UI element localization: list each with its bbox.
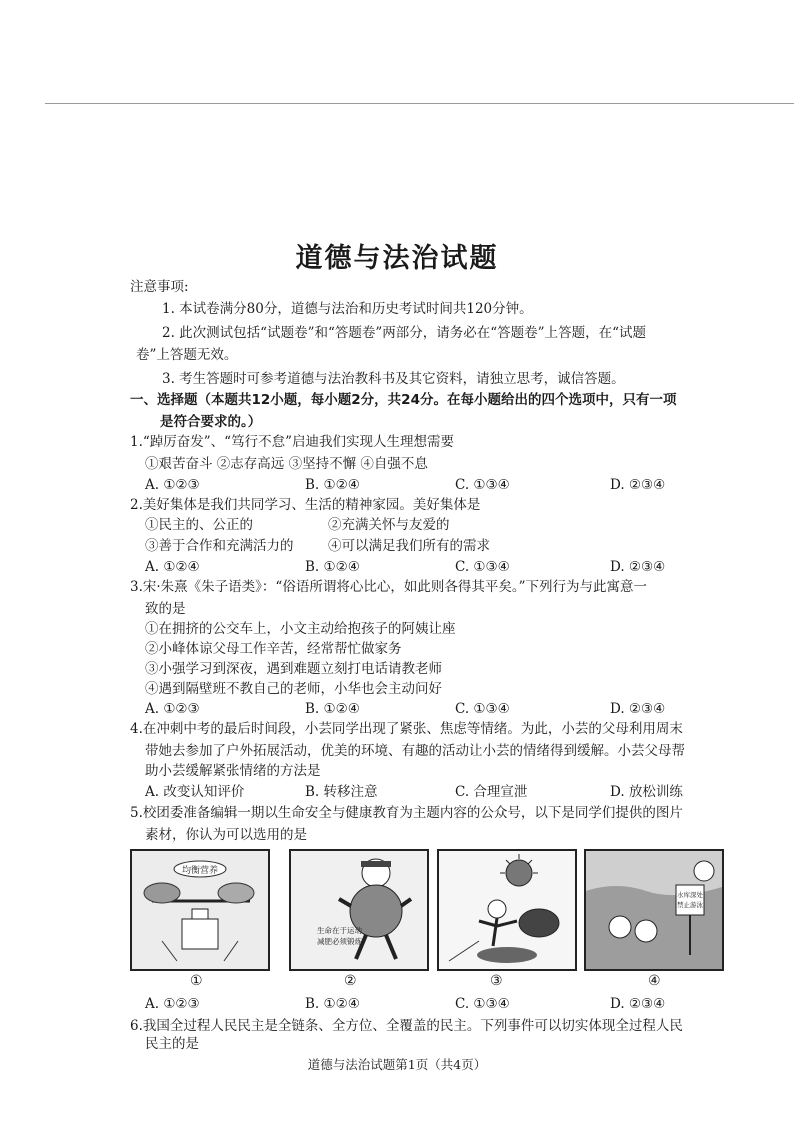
q2-option-a: A. ①②④	[145, 559, 200, 575]
q2-option-b: B. ①②④	[305, 559, 360, 575]
q5-picture-4	[584, 849, 724, 971]
q5-picture-1	[130, 849, 270, 971]
running-man-illustration	[291, 851, 427, 969]
pic4-caption-1: 水库深处	[677, 891, 703, 899]
pic4-caption-2: 禁止游泳	[677, 901, 703, 909]
q5-option-a: A. ①②③	[145, 996, 200, 1012]
q2-option-d: D. ②③④	[610, 559, 666, 575]
q6-stem: 6.我国全过程人民民主是全链条、全方位、全覆盖的民主。下列事件可以切实体现全过程人民	[130, 1018, 683, 1034]
sun-figure-illustration	[439, 851, 575, 969]
q3-option-b: B. ①②④	[305, 701, 360, 717]
pic1-caption: 均衡营养	[181, 866, 219, 876]
scan-edge-line	[45, 103, 794, 104]
notice-item-2-cont: 卷”上答题无效。	[136, 347, 238, 363]
q3-stem-cont: 致的是	[145, 601, 186, 617]
q1-option-a: A. ①②③	[145, 477, 200, 493]
page-footer: 道德与法治试题第1页（共4页）	[307, 1057, 487, 1072]
q2-item-4: ④可以满足我们所有的需求	[328, 538, 490, 554]
notice-item-1: 1. 本试卷满分80分，道德与法治和历史考试时间共120分钟。	[162, 301, 533, 317]
q3-option-c: C. ①③④	[455, 701, 510, 717]
pic2-caption-1: 生命在于运动	[317, 926, 362, 935]
q2-item-3: ③善于合作和充满活力的	[145, 538, 294, 554]
q4-option-a: A. 改变认知评价	[145, 784, 245, 800]
q3-item-3: ③小强学习到深夜，遇到难题立刻打电话请教老师	[145, 661, 442, 677]
section-heading: 一、选择题（本题共12小题，每小题2分，共24分。在每小题给出的四个选项中，只有一项	[130, 392, 677, 408]
q5-pic-label-4: ④	[648, 973, 661, 989]
q5-option-c: C. ①③④	[455, 996, 510, 1012]
q1-option-c: C. ①③④	[455, 477, 510, 493]
q4-option-c: C. 合理宣泄	[455, 784, 528, 800]
q1-items: ①艰苦奋斗 ②志存高远 ③坚持不懈 ④自强不息	[145, 456, 428, 472]
q5-picture-3	[437, 849, 577, 971]
q3-stem: 3.宋·朱熹《朱子语类》：“俗语所谓将心比心，如此则各得其平矣。”下列行为与此寓意一	[130, 579, 647, 595]
q3-item-4: ④遇到隔壁班不教自己的老师，小华也会主动问好	[145, 681, 442, 697]
q2-item-2: ②充满关怀与友爱的	[328, 517, 450, 533]
q2-stem: 2.美好集体是我们共同学习、生活的精神家园。美好集体是	[130, 497, 481, 513]
notice-item-3: 3. 考生答题时可参考道德与法治教科书及其它资料，请独立思考，诚信答题。	[162, 371, 625, 387]
q5-pic-label-3: ③	[490, 973, 503, 989]
q3-item-1: ①在拥挤的公交车上，小文主动给抱孩子的阿姨让座	[145, 621, 456, 637]
q5-pic-label-1: ①	[190, 973, 203, 989]
swimming-warning-illustration	[586, 851, 722, 969]
page-title: 道德与法治试题	[295, 243, 499, 274]
q3-option-a: A. ①②③	[145, 701, 200, 717]
q3-option-d: D. ②③④	[610, 701, 666, 717]
q1-option-b: B. ①②④	[305, 477, 360, 493]
q2-item-1: ①民主的、公正的	[145, 517, 253, 533]
q5-option-b: B. ①②④	[305, 996, 360, 1012]
pic2-caption-2: 减肥必须锻炼	[317, 937, 362, 946]
q4-stem-cont-2: 助小芸缓解紧张情绪的方法是	[145, 763, 321, 779]
q5-stem: 5.校团委准备编辑一期以生命安全与健康教育为主题内容的公众号，以下是同学们提供的图片	[130, 805, 683, 821]
q2-option-c: C. ①③④	[455, 559, 510, 575]
q4-option-d: D. 放松训练	[610, 784, 683, 800]
q5-stem-cont: 素材，你认为可以选用的是	[145, 827, 307, 843]
q5-pic-label-2: ②	[344, 973, 357, 989]
q6-stem-cont: 民主的是	[145, 1036, 199, 1052]
notice-heading: 注意事项:	[130, 279, 189, 295]
q3-item-2: ②小峰体谅父母工作辛苦，经常帮忙做家务	[145, 641, 402, 657]
q5-option-d: D. ②③④	[610, 996, 666, 1012]
scale-nutrition-illustration	[132, 851, 268, 969]
q4-stem-cont-1: 带她去参加了户外拓展活动，优美的环境、有趣的活动让小芸的情绪得到缓解。小芸父母帮	[145, 743, 685, 759]
q4-option-b: B. 转移注意	[305, 784, 378, 800]
q1-stem: 1.“踔厉奋发”、“笃行不怠”启迪我们实现人生理想需要	[130, 434, 454, 450]
q5-picture-2	[289, 849, 429, 971]
notice-item-2: 2. 此次测试包括“试题卷”和“答题卷”两部分，请务必在“答题卷”上答题，在“试题	[162, 325, 646, 341]
section-heading-cont: 是符合要求的。）	[160, 414, 262, 430]
q4-stem: 4.在冲刺中考的最后时间段，小芸同学出现了紧张、焦虑等情绪。为此，小芸的父母利用周末	[130, 721, 683, 737]
q1-option-d: D. ②③④	[610, 477, 666, 493]
